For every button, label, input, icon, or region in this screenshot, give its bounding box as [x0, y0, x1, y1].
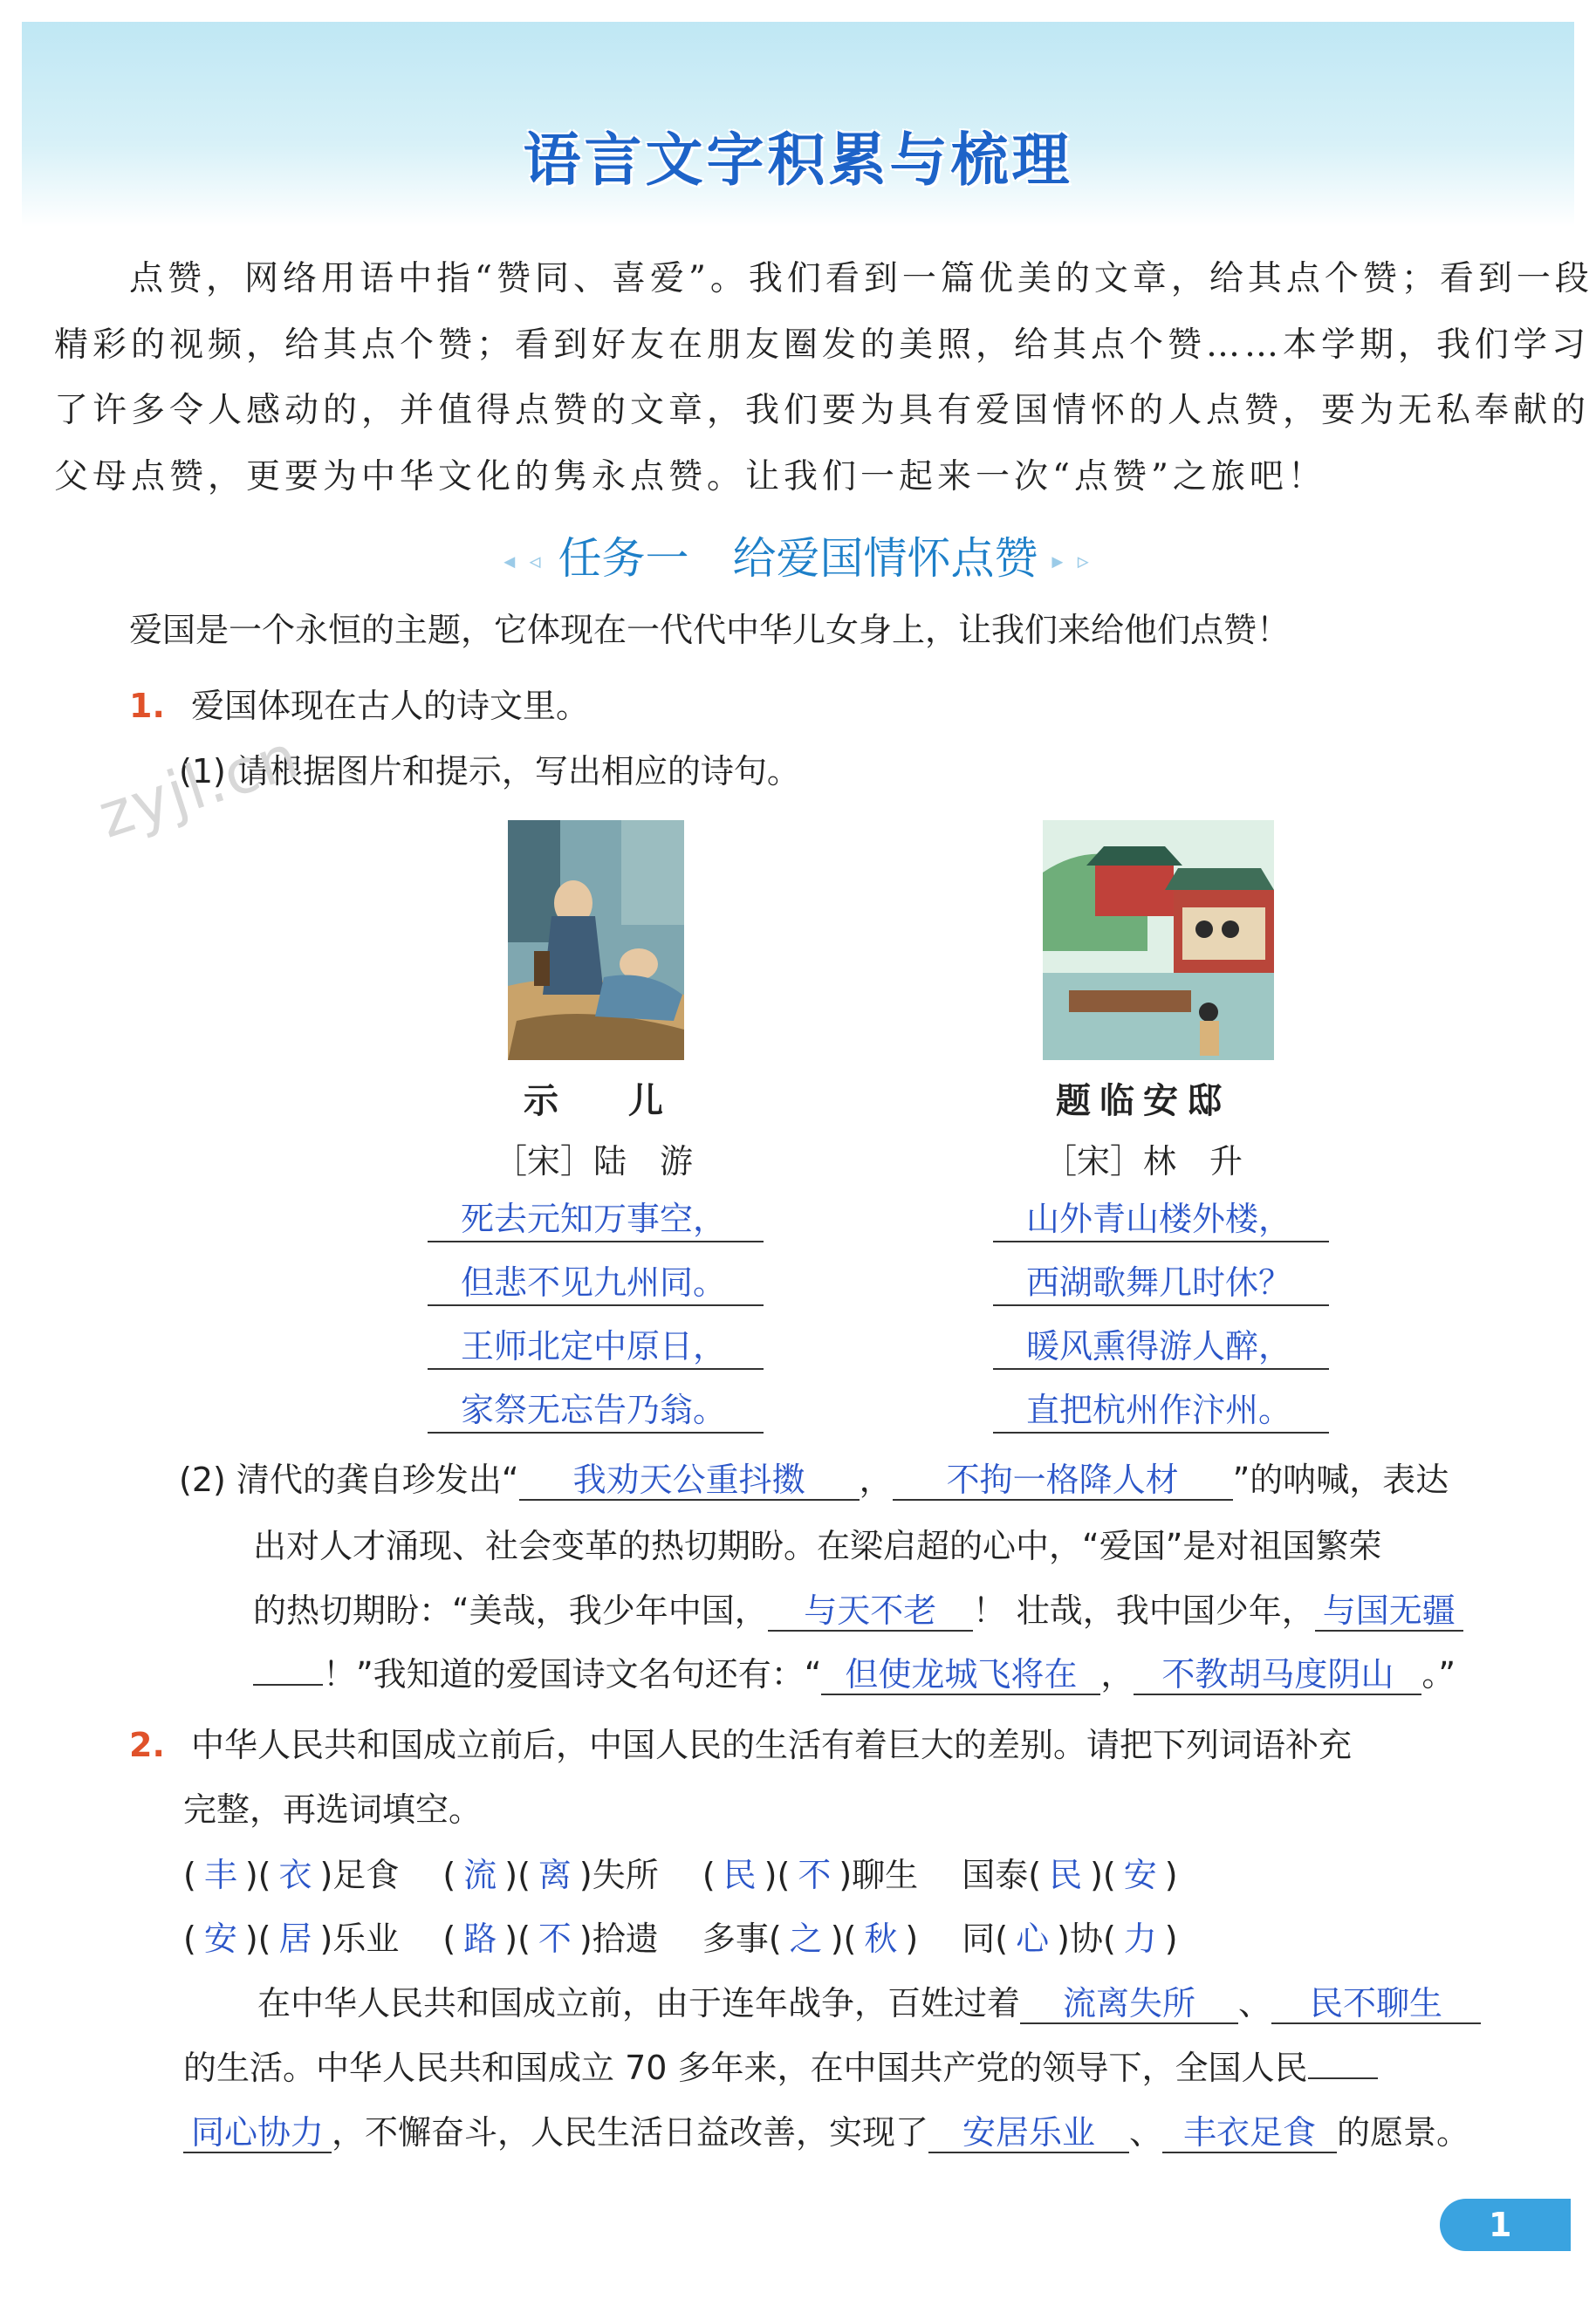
word-item: ( 安 )( 居 )乐业: [183, 1920, 400, 1958]
q1-number: 1.: [129, 687, 165, 725]
answer-blank: 与天不老: [768, 1591, 973, 1632]
text: 。”: [1421, 1655, 1456, 1694]
q1-sub2-line3: [253, 1590, 1463, 1632]
answer-char: 心: [1016, 1920, 1050, 1958]
text: ，: [859, 1461, 893, 1499]
poem-line: 山外青山楼外楼，: [993, 1197, 1329, 1242]
answer-blank: 丰衣足食: [1162, 2113, 1337, 2153]
text: ，不懈奋斗，人民生活日益改善，实现了: [332, 2113, 929, 2152]
intro-line-3: 了许多令人感动的，并值得点赞的文章，我们要为具有爱国情怀的人点赞，要为无私奉献的: [54, 391, 1591, 430]
intro-line-4: 父母点赞，更要为中华文化的隽永点赞。让我们一起来一次“点赞”之旅吧！: [54, 457, 1326, 496]
answer-blank: 不拘一格降人材: [893, 1461, 1233, 1501]
intro-line-2: 精彩的视频，给其点个赞；看到好友在朋友圈发的美照，给其点个赞……本学期，我们学习: [54, 325, 1591, 365]
word-item: ( 丰 )( 衣 )足食: [183, 1856, 400, 1894]
answer-blank: 安居乐业: [928, 2113, 1129, 2153]
word-suffix: 乐业: [332, 1920, 400, 1958]
answer-blank-continued: [253, 1684, 323, 1686]
word-item: 同( 心 )协( 力 ): [962, 1920, 1178, 1958]
answer-char: 民: [723, 1856, 757, 1894]
word-item: 国泰( 民 )( 安 ): [962, 1856, 1178, 1894]
q1-sub2-line1: [179, 1459, 1449, 1501]
intro-line-1: 点赞，网络用语中指“赞同、喜爱”。我们看到一篇优美的文章，给其点个赞；看到一段: [129, 259, 1593, 298]
q2-heading: [129, 1724, 1352, 1766]
watermark-logo: zyjl.cn: [90, 720, 309, 852]
word-suffix: 聊生: [852, 1856, 919, 1894]
word-prefix: 国泰: [962, 1856, 1029, 1894]
q1-text: 爱国体现在古人的诗文里。: [190, 687, 589, 725]
word-item: 多事( 之 )( 秋 ): [702, 1920, 919, 1958]
answer-blank: 同心协力: [183, 2113, 332, 2153]
page-title: 语言文字积累与梳理: [523, 127, 1073, 194]
word-item: ( 流 )( 离 )失所: [442, 1856, 659, 1894]
q1-sub2-label: (2): [179, 1461, 226, 1499]
poem-line: 王师北定中原日，: [428, 1324, 764, 1370]
q2-number: 2.: [129, 1726, 165, 1764]
poem-author-tilinandi: ［宋］林 升: [1043, 1142, 1243, 1181]
poem-title-shier: 示 儿: [524, 1081, 663, 1121]
q1-sub2-line4: [253, 1653, 1456, 1695]
text: 在中华人民共和国成立前，由于连年战争，百姓过着: [257, 1984, 1021, 2022]
word-row-1: [183, 1854, 1178, 1896]
poem-line: 家祭无忘告乃翁。: [428, 1388, 764, 1434]
answer-blank-start: [1308, 2077, 1378, 2079]
word-suffix: 拾遗: [592, 1920, 659, 1958]
word-item: ( 路 )( 不 )拾遗: [442, 1920, 659, 1958]
answer-char: 安: [1123, 1856, 1157, 1894]
text: ”的呐喊，表达: [1232, 1461, 1449, 1499]
q1-heading: [129, 685, 589, 727]
text: 、: [1129, 2113, 1163, 2152]
text: ！ 壮哉，我中国少年，: [972, 1591, 1315, 1630]
task-intro: 爱国是一个永恒的主题，它体现在一代代中华儿女身上，让我们来给他们点赞！: [129, 611, 1291, 649]
poem-title-tilinandi: 题临安邸: [1056, 1081, 1230, 1121]
left-arrows-icon: ◂ ◃: [503, 548, 545, 575]
answer-blank: 民不聊生: [1271, 1984, 1481, 2024]
text: ！”我知道的爱国诗文名句还有：“: [323, 1655, 822, 1694]
answer-blank: 但使龙城飞将在: [821, 1655, 1100, 1695]
text: ，: [1100, 1655, 1134, 1694]
text: 清代的龚自珍发出“: [236, 1461, 519, 1499]
word-suffix: 足食: [332, 1856, 400, 1894]
poem-line: 直把杭州作汴州。: [993, 1388, 1329, 1434]
poem-illustration-tilinandi: [1043, 820, 1274, 1060]
answer-blank: 流离失所: [1020, 1984, 1238, 2024]
answer-char: 秋: [864, 1920, 898, 1958]
answer-char: 力: [1123, 1920, 1157, 1958]
answer-char: 丰: [203, 1856, 237, 1894]
answer-char: 安: [203, 1920, 237, 1958]
text: 的愿景。: [1337, 2113, 1470, 2152]
word-prefix: 同: [962, 1920, 996, 1958]
answer-char: 衣: [278, 1856, 312, 1894]
poem-illustration-shier: [508, 820, 684, 1060]
answer-char: 居: [278, 1920, 312, 1958]
answer-char: 之: [789, 1920, 823, 1958]
q2-text-line2: 完整，再选词填空。: [183, 1790, 483, 1829]
fill-line-2: [183, 2047, 1378, 2089]
answer-char: 民: [1049, 1856, 1083, 1894]
text: 、: [1238, 1984, 1272, 2022]
word-row-2: [183, 1918, 1178, 1960]
answer-char: 离: [538, 1856, 572, 1894]
q1-sub2-line2: 出对人才涌现、社会变革的热切期盼。在梁启超的心中，“爱国”是对祖国繁荣: [253, 1527, 1382, 1565]
fill-line-3: [183, 2111, 1469, 2153]
poem-line: 但悲不见九州同。: [428, 1261, 764, 1306]
poem-author-shier: ［宋］陆 游: [493, 1142, 693, 1181]
answer-char: 流: [463, 1856, 497, 1894]
fill-line-1: [257, 1982, 1481, 2024]
text: 的生活。中华人民共和国成立 70 多年来，在中国共产党的领导下，全国人民: [183, 2049, 1308, 2087]
answer-char: 不: [538, 1920, 572, 1958]
word-suffix: 失所: [592, 1856, 659, 1894]
poem-line: 死去元知万事空，: [428, 1197, 764, 1242]
poem-line: 暖风熏得游人醉，: [993, 1324, 1329, 1370]
word-item: ( 民 )( 不 )聊生: [702, 1856, 919, 1894]
right-arrows-icon: ▸ ▹: [1051, 548, 1093, 575]
page-number: 1: [1440, 2199, 1571, 2251]
answer-char: 路: [463, 1920, 497, 1958]
answer-blank: 与国无疆: [1315, 1591, 1463, 1632]
answer-blank: 我劝天公重抖擞: [519, 1461, 860, 1501]
word-prefix: 多事: [702, 1920, 769, 1958]
q2-text: 中华人民共和国成立前后，中国人民的生活有着巨大的差别。请把下列词语补充: [190, 1726, 1352, 1764]
answer-blank: 不教胡马度阴山: [1134, 1655, 1421, 1695]
q1-sub1: (1) 请根据图片和提示，写出相应的诗句。: [179, 752, 800, 790]
answer-char: 不: [798, 1856, 832, 1894]
poem-line: 西湖歌舞几时休？: [993, 1261, 1329, 1306]
task-title: ◂ ◃ 任务一 给爱国情怀点赞 ▸ ▹: [503, 533, 1093, 584]
text: 的热切期盼：“美哉，我少年中国，: [253, 1591, 768, 1630]
word-mid: 协: [1069, 1920, 1103, 1958]
